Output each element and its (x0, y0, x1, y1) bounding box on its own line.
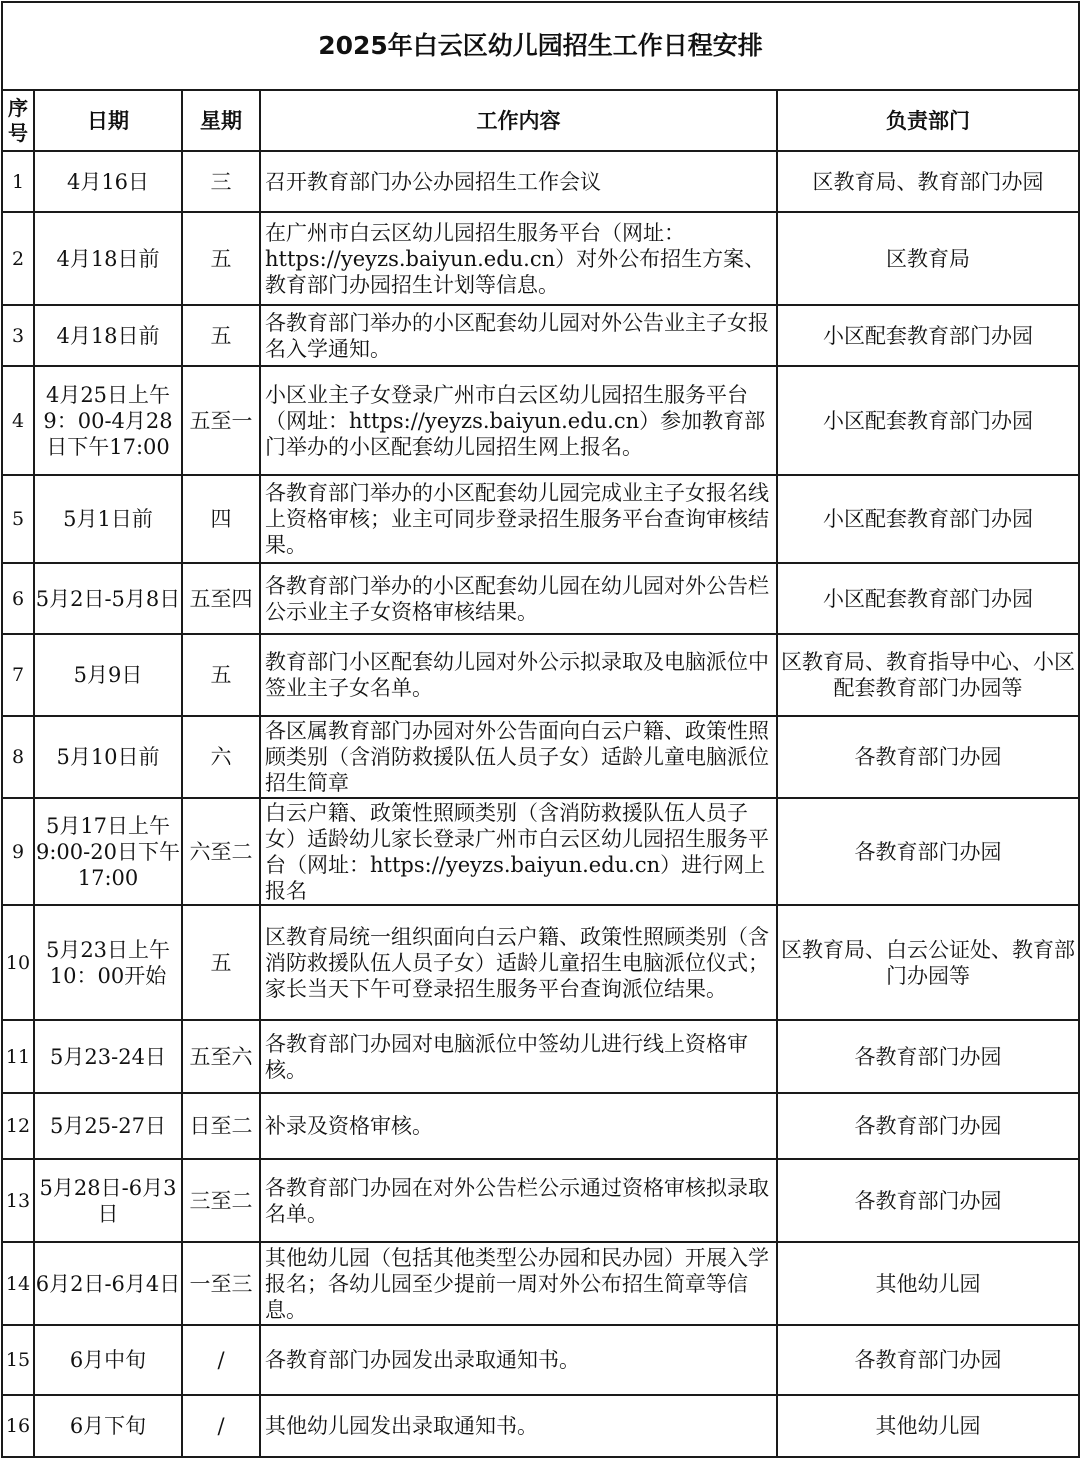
table-row (2, 305, 1079, 366)
row-weekday: 五至一 (182, 366, 260, 475)
row-weekday: 五 (182, 212, 260, 305)
row-department: 各教育部门办园 (777, 1020, 1079, 1093)
schedule-table (1, 1, 1080, 1458)
row-weekday: / (182, 1395, 260, 1457)
row-weekday: 五 (182, 905, 260, 1020)
row-date: 4月18日前 (34, 305, 182, 366)
table-row (2, 366, 1079, 475)
row-date: 4月18日前 (34, 212, 182, 305)
row-no: 15 (2, 1325, 34, 1395)
row-content: 白云户籍、政策性照顾类别（含消防救援队伍人员子女）适龄幼儿家长登录广州市白云区幼儿园招生服务平台（网址：https://yeyzs.baiyun.edu.cn）进行网上报名 (260, 798, 777, 905)
row-weekday: 一至三 (182, 1242, 260, 1325)
header-row (2, 90, 1079, 151)
row-department: 各教育部门办园 (777, 1093, 1079, 1159)
row-no: 14 (2, 1242, 34, 1325)
row-content: 在广州市白云区幼儿园招生服务平台（网址：https://yeyzs.baiyun.edu.cn）对外公布招生方案、教育部门办园招生计划等信息。 (260, 212, 777, 305)
row-no: 4 (2, 366, 34, 475)
header-content: 工作内容 (260, 90, 777, 151)
row-content: 其他幼儿园发出录取通知书。 (260, 1395, 777, 1457)
row-weekday: / (182, 1325, 260, 1395)
row-weekday: 日至二 (182, 1093, 260, 1159)
row-content: 各教育部门举办的小区配套幼儿园在幼儿园对外公告栏公示业主子女资格审核结果。 (260, 563, 777, 634)
table-row (2, 634, 1079, 716)
row-content: 小区业主子女登录广州市白云区幼儿园招生服务平台（网址：https://yeyzs.baiyun.edu.cn）参加教育部门举办的小区配套幼儿园招生网上报名。 (260, 366, 777, 475)
row-weekday: 五 (182, 305, 260, 366)
row-department: 区教育局 (777, 212, 1079, 305)
row-no: 10 (2, 905, 34, 1020)
table-row (2, 716, 1079, 798)
row-weekday: 五 (182, 634, 260, 716)
row-department: 小区配套教育部门办园 (777, 366, 1079, 475)
row-no: 8 (2, 716, 34, 798)
row-department: 区教育局、教育部门办园 (777, 151, 1079, 212)
row-date: 6月中旬 (34, 1325, 182, 1395)
row-weekday: 四 (182, 475, 260, 563)
row-no: 9 (2, 798, 34, 905)
row-department: 小区配套教育部门办园 (777, 563, 1079, 634)
row-date: 5月2日-5月8日 (34, 563, 182, 634)
row-department: 其他幼儿园 (777, 1395, 1079, 1457)
row-department: 各教育部门办园 (777, 798, 1079, 905)
row-content: 补录及资格审核。 (260, 1093, 777, 1159)
table-row (2, 1325, 1079, 1395)
row-department: 各教育部门办园 (777, 1325, 1079, 1395)
table-row (2, 563, 1079, 634)
table-row (2, 905, 1079, 1020)
header-department: 负责部门 (777, 90, 1079, 151)
table-row (2, 1020, 1079, 1093)
table-row (2, 1093, 1079, 1159)
table-row (2, 475, 1079, 563)
row-no: 3 (2, 305, 34, 366)
table-row (2, 1159, 1079, 1242)
table-row (2, 798, 1079, 905)
row-date: 4月25日上午9：00-4月28日下午17:00 (34, 366, 182, 475)
row-no: 5 (2, 475, 34, 563)
row-no: 1 (2, 151, 34, 212)
row-content: 各教育部门办园对电脑派位中签幼儿进行线上资格审核。 (260, 1020, 777, 1093)
row-weekday: 三至二 (182, 1159, 260, 1242)
row-department: 小区配套教育部门办园 (777, 305, 1079, 366)
row-content: 其他幼儿园（包括其他类型公办园和民办园）开展入学报名；各幼儿园至少提前一周对外公布招生简章等信息。 (260, 1242, 777, 1325)
row-weekday: 六 (182, 716, 260, 798)
row-department: 其他幼儿园 (777, 1242, 1079, 1325)
row-date: 5月28日-6月3日 (34, 1159, 182, 1242)
row-content: 各教育部门举办的小区配套幼儿园对外公告业主子女报名入学通知。 (260, 305, 777, 366)
header-weekday: 星期 (182, 90, 260, 151)
row-date: 5月17日上午9:00-20日下午17:00 (34, 798, 182, 905)
row-content: 各教育部门举办的小区配套幼儿园完成业主子女报名线上资格审核；业主可同步登录招生服务平台查询审核结果。 (260, 475, 777, 563)
row-no: 16 (2, 1395, 34, 1457)
header-no: 序号 (2, 90, 34, 151)
row-date: 6月下旬 (34, 1395, 182, 1457)
row-date: 5月23日上午10：00开始 (34, 905, 182, 1020)
table-row (2, 1242, 1079, 1325)
row-date: 5月1日前 (34, 475, 182, 563)
title-row (2, 2, 1079, 90)
row-date: 4月16日 (34, 151, 182, 212)
row-no: 6 (2, 563, 34, 634)
row-content: 召开教育部门办公办园招生工作会议 (260, 151, 777, 212)
row-content: 区教育局统一组织面向白云户籍、政策性照顾类别（含消防救援队伍人员子女）适龄儿童招生电脑派位仪式；家长当天下午可登录招生服务平台查询派位结果。 (260, 905, 777, 1020)
row-weekday: 三 (182, 151, 260, 212)
row-no: 11 (2, 1020, 34, 1093)
row-department: 各教育部门办园 (777, 1159, 1079, 1242)
row-date: 5月9日 (34, 634, 182, 716)
row-content: 教育部门小区配套幼儿园对外公示拟录取及电脑派位中签业主子女名单。 (260, 634, 777, 716)
row-date: 5月10日前 (34, 716, 182, 798)
table-title: 2025年白云区幼儿园招生工作日程安排 (2, 2, 1079, 90)
row-no: 12 (2, 1093, 34, 1159)
row-weekday: 五至四 (182, 563, 260, 634)
header-date: 日期 (34, 90, 182, 151)
row-no: 7 (2, 634, 34, 716)
row-content: 各教育部门办园在对外公告栏公示通过资格审核拟录取名单。 (260, 1159, 777, 1242)
row-content: 各教育部门办园发出录取通知书。 (260, 1325, 777, 1395)
row-department: 区教育局、教育指导中心、小区配套教育部门办园等 (777, 634, 1079, 716)
table-row (2, 1395, 1079, 1457)
row-no: 13 (2, 1159, 34, 1242)
row-weekday: 六至二 (182, 798, 260, 905)
row-date: 5月25-27日 (34, 1093, 182, 1159)
row-weekday: 五至六 (182, 1020, 260, 1093)
row-date: 5月23-24日 (34, 1020, 182, 1093)
table-row (2, 151, 1079, 212)
table-row (2, 212, 1079, 305)
row-no: 2 (2, 212, 34, 305)
row-department: 小区配套教育部门办园 (777, 475, 1079, 563)
row-department: 各教育部门办园 (777, 716, 1079, 798)
row-department: 区教育局、白云公证处、教育部门办园等 (777, 905, 1079, 1020)
row-content: 各区属教育部门办园对外公告面向白云户籍、政策性照顾类别（含消防救援队伍人员子女）适龄儿童电脑派位招生简章 (260, 716, 777, 798)
row-date: 6月2日-6月4日 (34, 1242, 182, 1325)
